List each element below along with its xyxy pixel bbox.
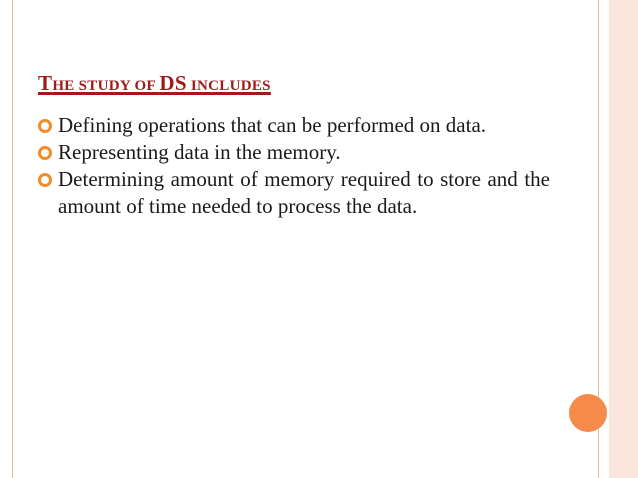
bullet-list [38,112,550,220]
list-item [38,166,550,220]
title-part-2: HE STUDY OF [52,78,160,94]
title-ds: DS [159,71,187,95]
orange-circle-decoration [569,394,607,432]
slide-title [38,61,271,98]
title-initial: T [38,71,53,95]
bullet-ring-icon [38,173,52,187]
title-part-4: INCLUDES [186,78,271,94]
bullet-ring-icon [38,119,52,133]
bullet-text: Determining amount of memory required to store and the amount of time needed to process the data. [58,167,550,218]
bullet-text: Defining operations that can be performed on data. [58,113,487,137]
list-item [38,112,550,139]
left-rule-line [12,0,13,478]
bullet-text: Representing data in the memory. [58,140,341,164]
list-item [38,139,550,166]
bullet-ring-icon [38,146,52,160]
right-side-band [609,0,638,478]
